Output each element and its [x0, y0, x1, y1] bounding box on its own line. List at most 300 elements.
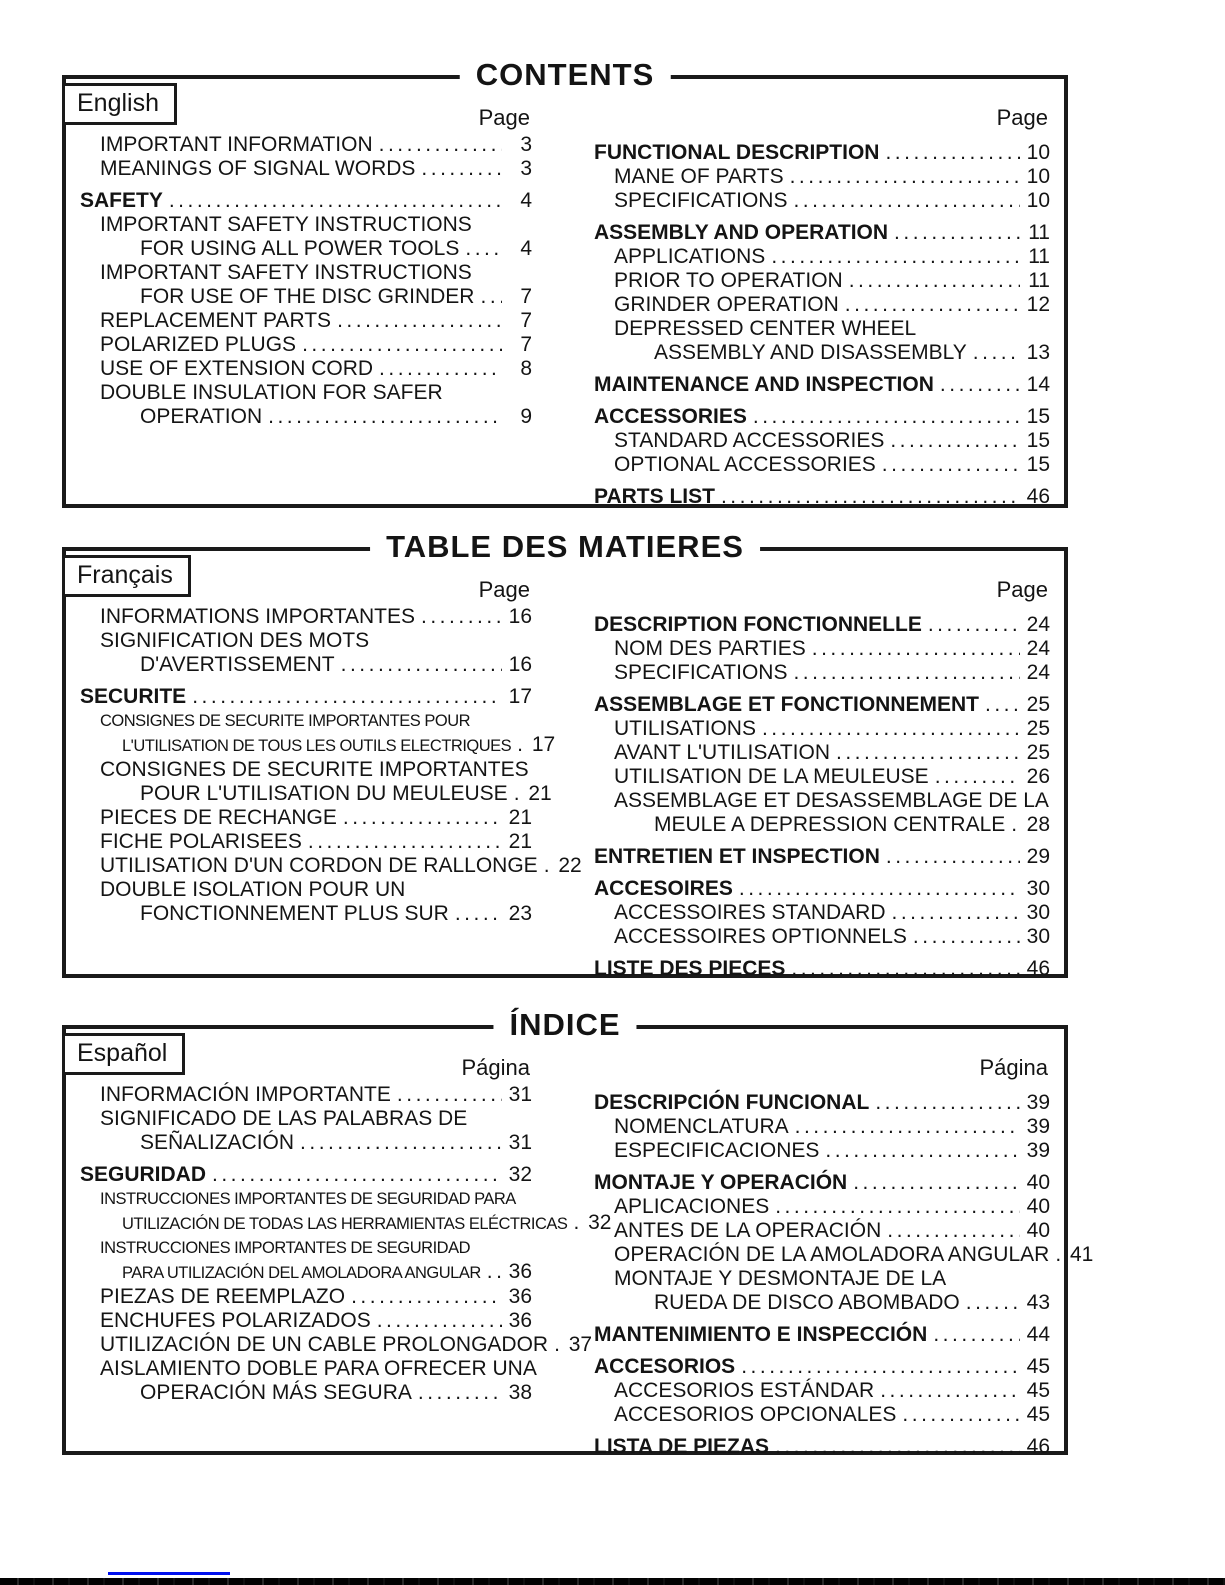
page-number: 45	[1026, 1379, 1050, 1402]
toc-entry	[592, 189, 1050, 213]
toc-entry-label: UTILISATIONS	[614, 717, 756, 740]
toc-entry-label: PRIOR TO OPERATION	[614, 269, 843, 292]
dot-leader	[192, 685, 502, 709]
dot-leader	[845, 293, 1020, 317]
dot-leader	[812, 637, 1020, 661]
dot-leader	[480, 285, 502, 309]
toc-entry-label: POLARIZED PLUGS	[100, 333, 297, 356]
toc-entry	[592, 1379, 1050, 1403]
toc-column-right	[592, 1055, 1094, 1459]
toc-entry-label: DOUBLE ISOLATION POUR UN	[100, 878, 406, 901]
toc-entry-label: UTILIZACIÓN DE UN CABLE PROLONGADOR	[100, 1333, 549, 1356]
page-number: 40	[1026, 1219, 1050, 1242]
toc-entry	[592, 405, 1050, 429]
page-column-header: Página	[979, 1055, 1048, 1080]
dot-leader	[517, 733, 525, 757]
page-number: 39	[1026, 1115, 1050, 1138]
toc-entry	[78, 333, 532, 357]
dot-leader	[300, 1131, 502, 1155]
section-title: TABLE DES MATIERES	[370, 529, 760, 565]
toc-entry	[592, 1323, 1050, 1347]
toc-entry-label: INFORMATIONS IMPORTANTES	[100, 605, 416, 628]
toc-entry	[78, 1211, 612, 1236]
page-number: 10	[1026, 165, 1050, 188]
dot-leader	[775, 1195, 1020, 1219]
dot-leader	[308, 830, 502, 854]
toc-column-left	[78, 106, 532, 509]
toc-entry-label: SIGNIFICATION DES MOTS	[100, 629, 370, 652]
toc-entry-label: CONSIGNES DE SECURITE IMPORTANTES	[100, 758, 529, 781]
toc-entry	[78, 1285, 532, 1309]
dot-leader	[928, 613, 1020, 637]
toc-entry-label: OPERACIÓN DE LA AMOLADORA ANGULAR	[614, 1243, 1050, 1266]
dot-leader	[825, 1139, 1020, 1163]
toc-entry	[78, 629, 532, 653]
page-number: 36	[508, 1309, 532, 1332]
toc-entry-label: MONTAJE Y DESMONTAJE DE LA	[614, 1267, 947, 1290]
toc-entry-label: AISLAMIENTO DOBLE PARA OFRECER UNA	[100, 1357, 537, 1380]
toc-entry	[592, 245, 1050, 269]
dot-leader	[793, 189, 1020, 213]
toc-entry-label: ACCESORIOS OPCIONALES	[614, 1403, 897, 1426]
toc-entry-label: INFORMACIÓN IMPORTANTE	[100, 1083, 391, 1106]
toc-entry	[78, 830, 532, 854]
toc-entry-label: ANTES DE LA OPERACIÓN	[614, 1219, 882, 1242]
toc-entry	[592, 845, 1050, 869]
page-number: 36	[508, 1260, 532, 1283]
page-number: 31	[508, 1083, 532, 1106]
toc-columns	[66, 79, 1064, 509]
toc-entry-label: GRINDER OPERATION	[614, 293, 839, 316]
toc-entry	[78, 709, 532, 733]
toc-entry-label: UTILISATION D'UN CORDON DE RALLONGE	[100, 854, 538, 877]
toc-entry	[592, 717, 1050, 741]
language-tab-spanish: Español	[62, 1033, 185, 1075]
toc-entry	[592, 221, 1050, 245]
toc-entry-label: REPLACEMENT PARTS	[100, 309, 332, 332]
toc-entry	[592, 373, 1050, 397]
toc-entry-label: OPERACIÓN MÁS SEGURA	[140, 1381, 412, 1404]
toc-entry	[78, 213, 532, 237]
dot-leader	[544, 854, 552, 878]
toc-entry	[78, 1260, 532, 1285]
dot-leader	[302, 333, 502, 357]
toc-entry	[78, 782, 552, 806]
page-number: 41	[1069, 1243, 1094, 1266]
page-number: 24	[1026, 661, 1050, 684]
dot-leader	[849, 269, 1020, 293]
dot-leader	[351, 1285, 502, 1309]
page-number: 3	[520, 133, 532, 156]
page-number: 25	[1026, 693, 1050, 716]
page-number: 21	[528, 782, 552, 805]
toc-entry-label: FICHE POLARISEES	[100, 830, 302, 853]
page-number: 16	[508, 653, 532, 676]
toc-entry	[592, 1243, 1094, 1267]
page-number: 40	[1026, 1195, 1050, 1218]
toc-entry	[78, 1381, 532, 1405]
toc-entry	[592, 293, 1050, 317]
dot-leader	[379, 357, 502, 381]
page-number: 10	[1026, 141, 1050, 164]
toc-entry	[592, 957, 1050, 981]
toc-entry-label: MEULE A DEPRESSION CENTRALE	[654, 813, 1006, 836]
toc-entry-label: L'UTILISATION DE TOUS LES OUTILS ELECTRIQUES	[122, 737, 512, 755]
toc-entry-label: ENCHUFES POLARIZADOS	[100, 1309, 371, 1332]
toc-entry	[78, 902, 532, 926]
dot-leader	[418, 1381, 502, 1405]
section-title: CONTENTS	[460, 57, 671, 93]
toc-columns	[66, 551, 1064, 981]
page-number: 32	[588, 1211, 612, 1234]
toc-entry-label: ASSEMBLY AND DISASSEMBLY	[654, 341, 967, 364]
page-number: 24	[1026, 613, 1050, 636]
toc-entry-label: CONSIGNES DE SECURITE IMPORTANTES POUR	[100, 712, 471, 730]
page-number: 21	[508, 806, 532, 829]
page-number: 3	[520, 157, 532, 180]
dot-leader	[894, 221, 1020, 245]
dot-leader	[875, 1091, 1020, 1115]
dot-leader	[762, 717, 1020, 741]
toc-entry	[592, 925, 1050, 949]
toc-entry-label: FUNCTIONAL DESCRIPTION	[594, 141, 880, 164]
dot-leader	[890, 429, 1020, 453]
toc-entry-label: DESCRIPTION FONCTIONNELLE	[594, 613, 922, 636]
toc-entry-label: SPECIFICATIONS	[614, 661, 788, 684]
dot-leader	[973, 341, 1020, 365]
toc-entry-label: SPECIFICATIONS	[614, 189, 788, 212]
toc-entry	[592, 341, 1050, 365]
toc-entries	[592, 133, 1050, 509]
dot-leader	[337, 309, 502, 333]
toc-entry	[592, 165, 1050, 189]
toc-entry-label: SAFETY	[80, 189, 163, 212]
toc-entry	[78, 381, 532, 405]
page-number: 12	[1026, 293, 1050, 316]
toc-entry-label: UTILISATION DE LA MEULEUSE	[614, 765, 929, 788]
toc-entry	[78, 733, 556, 758]
page-number: 9	[520, 405, 532, 428]
dot-leader	[573, 1211, 581, 1235]
toc-entry-label: LISTE DES PIECES	[594, 957, 786, 980]
dot-leader	[886, 845, 1020, 869]
toc-entry	[78, 1163, 532, 1187]
page-number: 46	[1026, 957, 1050, 980]
dot-leader	[1011, 813, 1020, 837]
toc-entry-label: NOMENCLATURA	[614, 1115, 789, 1138]
toc-entry-label: PARTS LIST	[594, 485, 715, 508]
toc-entry	[78, 1333, 593, 1357]
dot-leader	[397, 1083, 502, 1107]
dot-leader	[887, 1219, 1020, 1243]
dot-leader	[933, 1323, 1020, 1347]
dot-leader	[753, 405, 1020, 429]
toc-entry	[592, 1355, 1050, 1379]
toc-entry-label: FONCTIONNEMENT PLUS SUR	[140, 902, 449, 925]
toc-entries	[592, 1083, 1094, 1459]
dot-leader	[169, 189, 502, 213]
toc-entry-label: PIECES DE RECHANGE	[100, 806, 337, 829]
toc-entry	[78, 1309, 532, 1333]
dot-leader	[902, 1403, 1020, 1427]
toc-entry-label: UTILIZACIÓN DE TODAS LAS HERRAMIENTAS ELÉCTRICAS	[122, 1215, 568, 1233]
dot-leader	[795, 1115, 1020, 1139]
toc-entry	[78, 309, 532, 333]
page-column-header: Page	[478, 577, 530, 602]
page-number: 46	[1026, 485, 1050, 508]
page-number: 44	[1026, 1323, 1050, 1346]
toc-entry	[592, 1435, 1050, 1459]
page-number: 8	[520, 357, 532, 380]
dot-leader	[268, 405, 502, 429]
language-tab-french: Français	[62, 555, 191, 597]
page-number: 29	[1026, 845, 1050, 868]
dot-leader	[721, 485, 1020, 509]
dot-leader	[940, 373, 1020, 397]
page-number: 39	[1026, 1139, 1050, 1162]
dot-leader	[892, 901, 1021, 925]
page-number: 4	[520, 237, 532, 260]
page-number: 23	[508, 902, 532, 925]
toc-entries	[78, 133, 532, 429]
page-number: 10	[1026, 189, 1050, 212]
toc-entry-label: MEANINGS OF SIGNAL WORDS	[100, 157, 416, 180]
page-number: 25	[1026, 717, 1050, 740]
dot-leader	[514, 782, 522, 806]
page-number: 11	[1028, 245, 1050, 268]
toc-entry	[592, 901, 1050, 925]
toc-entry	[78, 261, 532, 285]
dot-leader	[455, 902, 502, 926]
page-number: 43	[1026, 1291, 1050, 1314]
page-bottom-scan-edge	[0, 1578, 1225, 1585]
toc-entry-label: USE OF EXTENSION CORD	[100, 357, 374, 380]
page-number: 46	[1026, 1435, 1050, 1458]
language-tab-english: English	[62, 83, 177, 125]
toc-entry	[78, 133, 532, 157]
page-number: 16	[508, 605, 532, 628]
page-number: 45	[1026, 1403, 1050, 1426]
toc-entry-label: INSTRUCCIONES IMPORTANTES DE SEGURIDAD PARA	[100, 1190, 516, 1208]
page-number: 36	[508, 1285, 532, 1308]
dot-leader	[212, 1163, 502, 1187]
toc-entry-label: MONTAJE Y OPERACIÓN	[594, 1171, 848, 1194]
toc-entries	[78, 605, 582, 926]
toc-column-left	[78, 1055, 612, 1459]
dot-leader	[379, 133, 502, 157]
page-number: 30	[1026, 877, 1050, 900]
toc-section-french	[62, 529, 1068, 980]
page-number: 14	[1026, 373, 1050, 396]
toc-entries	[78, 1083, 612, 1405]
toc-entry-label: SECURITE	[80, 685, 187, 708]
toc-entry-label: ACCESORIOS	[594, 1355, 736, 1378]
toc-entry-label: ACCESOIRES	[594, 877, 733, 900]
toc-entry-label: DOUBLE INSULATION FOR SAFER	[100, 381, 443, 404]
dot-leader	[421, 605, 502, 629]
page-column-header: Page	[996, 105, 1048, 130]
toc-entry	[592, 1403, 1050, 1427]
toc-entry	[592, 789, 1050, 813]
toc-entry-label: NOM DES PARTIES	[614, 637, 806, 660]
toc-entry	[78, 605, 532, 629]
page-number: 39	[1026, 1091, 1050, 1114]
page-number: 25	[1026, 741, 1050, 764]
dot-leader	[741, 1355, 1020, 1379]
toc-entry-label: D'AVERTISSEMENT	[140, 653, 335, 676]
toc-entry	[592, 661, 1050, 685]
toc-entry-label: MANTENIMIENTO E INSPECCIÓN	[594, 1323, 928, 1346]
dot-leader	[791, 957, 1020, 981]
toc-entry-label: SIGNIFICADO DE LAS PALABRAS DE	[100, 1107, 468, 1130]
dot-leader	[985, 693, 1020, 717]
toc-entry	[592, 693, 1050, 717]
dot-leader	[793, 661, 1020, 685]
toc-entry-label: OPERATION	[140, 405, 263, 428]
dot-leader	[913, 925, 1020, 949]
page-number: 37	[568, 1333, 593, 1356]
dot-leader	[377, 1309, 502, 1333]
dot-leader	[853, 1171, 1020, 1195]
toc-entry	[592, 1291, 1050, 1315]
toc-entry-label: PIEZAS DE REEMPLAZO	[100, 1285, 346, 1308]
page-number: 26	[1026, 765, 1050, 788]
dot-leader	[343, 806, 502, 830]
toc-entry	[78, 357, 532, 381]
blue-underline-mark	[108, 1572, 230, 1575]
page-number: 15	[1026, 429, 1050, 452]
toc-entry-label: LISTA DE PIEZAS	[594, 1435, 770, 1458]
page-column-header: Page	[996, 577, 1048, 602]
page-number: 11	[1028, 221, 1050, 244]
page-number: 21	[508, 830, 532, 853]
toc-entry	[592, 1139, 1050, 1163]
dot-leader	[882, 453, 1020, 477]
toc-entry	[78, 854, 582, 878]
dot-leader	[487, 1260, 502, 1284]
dot-leader	[880, 1379, 1020, 1403]
toc-entry-label: MAINTENANCE AND INSPECTION	[594, 373, 934, 396]
toc-entry	[592, 429, 1050, 453]
toc-entry	[592, 1171, 1050, 1195]
section-title: ÍNDICE	[493, 1007, 636, 1043]
page-number: 4	[520, 189, 532, 212]
toc-entry-label: DESCRIPCIÓN FUNCIONAL	[594, 1091, 870, 1114]
toc-entry-label: ENTRETIEN ET INSPECTION	[594, 845, 880, 868]
toc-entry-label: OPTIONAL ACCESSORIES	[614, 453, 876, 476]
toc-entry-label: APLICACIONES	[614, 1195, 770, 1218]
toc-entry-label: ESPECIFICACIONES	[614, 1139, 820, 1162]
toc-entry-label: SEÑALIZACIÓN	[140, 1131, 295, 1154]
toc-columns	[66, 1029, 1094, 1459]
toc-column-right	[592, 578, 1050, 981]
toc-entry	[78, 405, 532, 429]
toc-entry	[78, 285, 532, 309]
page-number: 15	[1026, 405, 1050, 428]
toc-entry	[592, 141, 1050, 165]
toc-entry	[78, 653, 532, 677]
toc-entry-label: ASSEMBLY AND OPERATION	[594, 221, 889, 244]
toc-entry	[78, 157, 532, 181]
toc-entry	[592, 1091, 1050, 1115]
toc-entry	[78, 758, 532, 782]
toc-entry	[78, 1083, 532, 1107]
toc-entry	[78, 1236, 532, 1260]
page-number: 24	[1026, 637, 1050, 660]
dot-leader	[465, 237, 502, 261]
toc-entry	[592, 1219, 1050, 1243]
page-number: 11	[1028, 269, 1050, 292]
dot-leader	[836, 741, 1020, 765]
dot-leader	[966, 1291, 1020, 1315]
page-column-header: Page	[478, 105, 530, 130]
dot-leader	[790, 165, 1020, 189]
page-number: 30	[1026, 925, 1050, 948]
page-number: 7	[520, 333, 532, 356]
page-number: 17	[508, 685, 532, 708]
toc-entry-label: FOR USING ALL POWER TOOLS	[140, 237, 460, 260]
toc-entry-label: RUEDA DE DISCO ABOMBADO	[654, 1291, 960, 1314]
dot-leader	[341, 653, 502, 677]
toc-entry-label: FOR USE OF THE DISC GRINDER	[140, 285, 475, 308]
page-number: 30	[1026, 901, 1050, 924]
dot-leader	[1055, 1243, 1063, 1267]
toc-entry-label: POUR L'UTILISATION DU MEULEUSE	[140, 782, 508, 805]
dot-leader	[775, 1435, 1020, 1459]
toc-entry-label: ACCESSORIES	[594, 405, 747, 428]
toc-entries	[592, 605, 1050, 981]
toc-entry-label: IMPORTANT INFORMATION	[100, 133, 373, 156]
toc-entry-label: ASSEMBLAGE ET FONCTIONNEMENT	[594, 693, 980, 716]
page-number: 40	[1026, 1171, 1050, 1194]
toc-entry-label: SEGURIDAD	[80, 1163, 207, 1186]
toc-entry	[78, 237, 532, 261]
page-number: 22	[558, 854, 582, 877]
toc-entry	[592, 813, 1050, 837]
toc-entry	[592, 637, 1050, 661]
toc-entry	[592, 1195, 1050, 1219]
toc-entry-label: ACCESSOIRES STANDARD	[614, 901, 886, 924]
page-number: 28	[1026, 813, 1050, 836]
toc-entry-label: STANDARD ACCESSORIES	[614, 429, 885, 452]
page-number: 17	[531, 733, 556, 756]
page-number: 38	[508, 1381, 532, 1404]
toc-entry	[592, 485, 1050, 509]
toc-entry-label: ACCESSOIRES OPTIONNELS	[614, 925, 907, 948]
dot-leader	[739, 877, 1020, 901]
toc-entry-label: IMPORTANT SAFETY INSTRUCTIONS	[100, 213, 472, 236]
dot-leader	[421, 157, 502, 181]
page-number: 13	[1026, 341, 1050, 364]
page-number: 7	[520, 285, 532, 308]
page-number: 31	[508, 1131, 532, 1154]
toc-entry	[78, 806, 532, 830]
toc-entry-label: PARA UTILIZACIÓN DEL AMOLADORA ANGULAR	[122, 1264, 481, 1282]
page-number: 45	[1026, 1355, 1050, 1378]
page-number: 7	[520, 309, 532, 332]
toc-entry-label: DEPRESSED CENTER WHEEL	[614, 317, 917, 340]
toc-entry-label: AVANT L'UTILISATION	[614, 741, 830, 764]
toc-column-right	[592, 106, 1050, 509]
toc-entry	[592, 877, 1050, 901]
toc-section-spanish	[62, 1007, 1094, 1458]
dot-leader	[885, 141, 1020, 165]
toc-entry	[592, 765, 1050, 789]
toc-entry	[592, 317, 1050, 341]
page-number: 32	[508, 1163, 532, 1186]
toc-entry	[592, 613, 1050, 637]
toc-entry	[78, 1131, 532, 1155]
